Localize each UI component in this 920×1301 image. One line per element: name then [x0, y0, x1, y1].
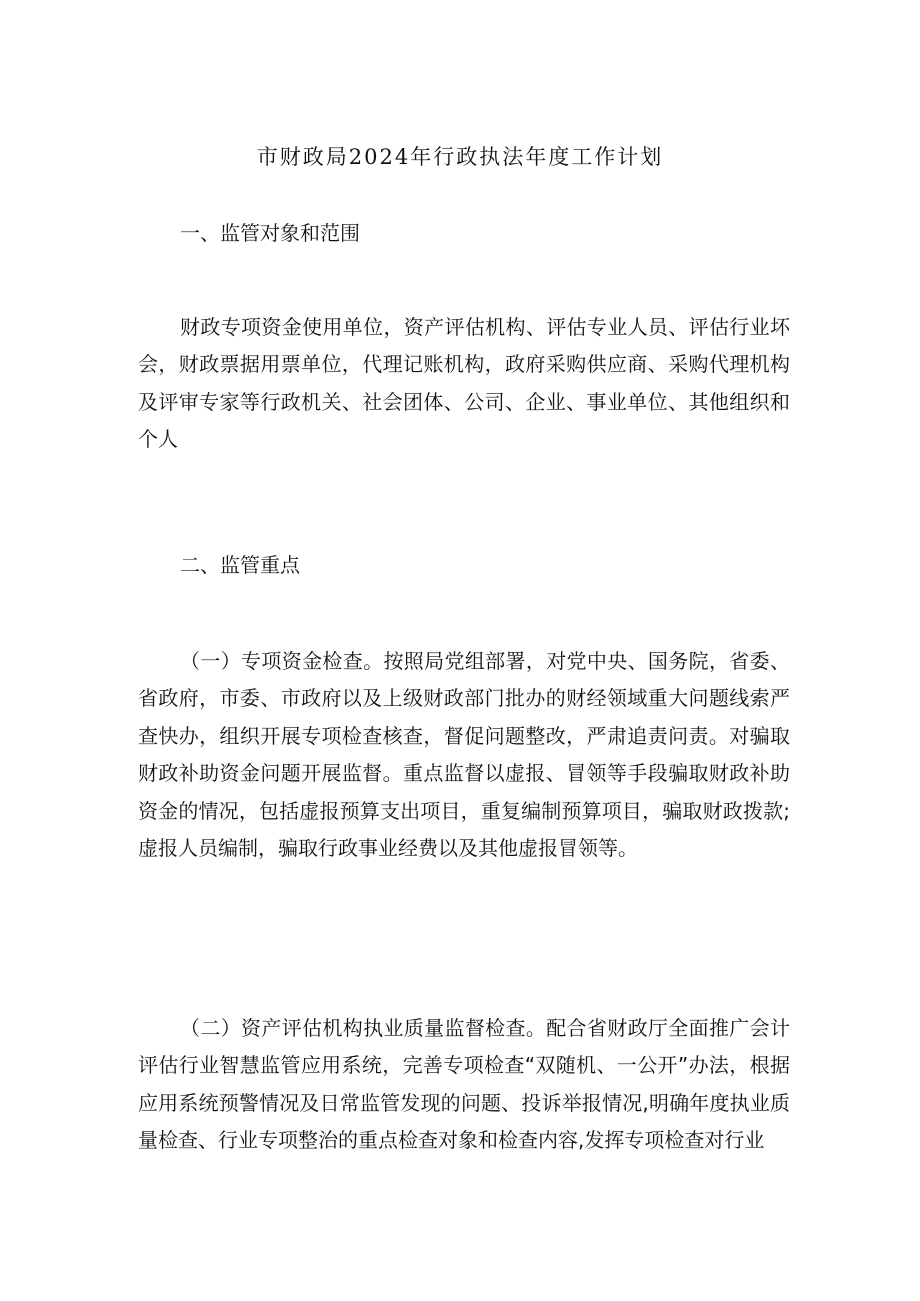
section-heading-scope: 一、监管对象和范围 — [180, 221, 360, 245]
paragraph-asset-appraisal: （二）资产评估机构执业质量监督检查。配合省财政厅全面推广会计评估行业智慧监管应用系统，完善专项检查“双随机、一公开”办法，根据应用系统预警情况及日常监管发现的问题、投诉举报情况,明确年度执业质量检查、行业专项整治的重点检查对象和检查内容,发挥专项检查对行业 — [138, 1016, 790, 1153]
paragraph-special-funds: （一）专项资金检查。按照局党组部署，对党中央、国务院，省委、省政府，市委、市政府以及上级财政部门批办的财经领域重大问题线索严查快办，组织开展专项检查核查，督促问题整改，严肃追责问责。对骗取财政补助资金问题开展监督。重点监督以虚报、冒领等手段骗取财政补助资金的情况，包括虚报预算支出项目，重复编制预算项目，骗取财政拨款;虚报人员编制，骗取行政事业经费以及其他虚报冒领等。 — [138, 649, 790, 861]
section-heading-focus: 二、监管重点 — [180, 553, 300, 577]
document-title: 市财政局2024年行政执法年度工作计划 — [256, 145, 664, 169]
paragraph-scope: 财政专项资金使用单位，资产评估机构、评估专业人员、评估行业坏会，财政票据用票单位，代理记账机构，政府采购供应商、采购代理机构及评审专家等行政机关、社会团体、公司、企业、事业单位、其他组织和个人 — [138, 315, 790, 452]
